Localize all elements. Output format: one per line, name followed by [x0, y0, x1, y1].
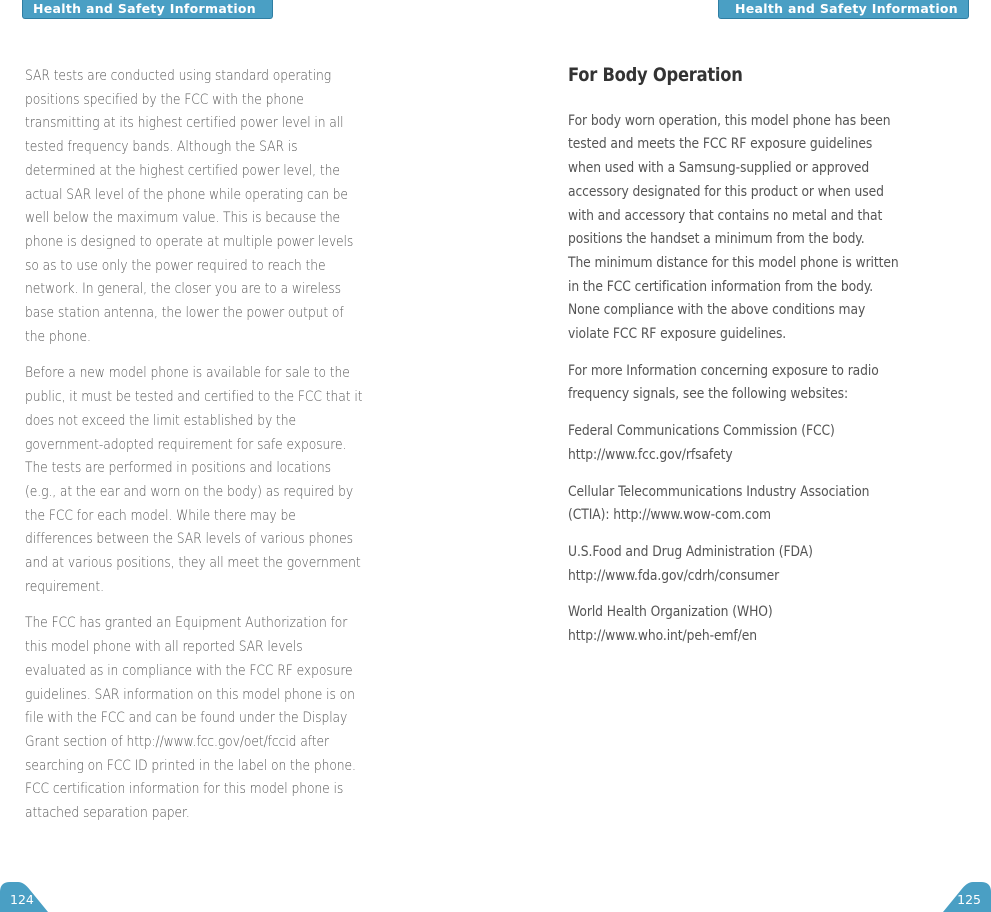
left-body-text	[25, 64, 470, 838]
left-header-tab: Health and Safety Information	[22, 0, 273, 19]
right-paragraph-ctia-link: Cellular Telecommunications Industry Association (CTIA): http://www.wow-com.com	[568, 482, 870, 524]
right-body-text	[568, 64, 978, 661]
right-page-number: 125	[957, 892, 981, 907]
left-page-number-badge	[0, 882, 48, 912]
right-paragraph-fda-link: U.S.Food and Drug Administration (FDA) http://www.fda.gov/cdrh/consumer	[568, 542, 813, 584]
left-paragraph-certification: Before a new model phone is available for sale to the public, it must be tested and certified to the FCC that it does not exceed the limit established by the government-adopted requirement for safe exposure. The tests are performed in positions and locations (e.g., at the ear and worn on the body) as required by the FCC for each model. While there may be differences between the SAR levels of various phones and at various positions, they all meet the government requirement.	[25, 364, 363, 595]
right-paragraph-more-information: For more Information concerning exposure to radio frequency signals, see the following websites:	[568, 361, 879, 403]
section-title-body-operation: For Body Operation	[568, 64, 743, 86]
left-paragraph-equipment-authorization: The FCC has granted an Equipment Authorization for this model phone with all reported SAR levels evaluated as in compliance with the FCC RF exposure guidelines. SAR information on this model phone is on file with the FCC and can be found under the Display Grant section of http://www.fcc.gov/oet/fccid after searching on FCC ID printed in the label on the phone. FCC certification information for this model phone is attached separation paper.	[25, 614, 356, 822]
right-header-tab: Health and Safety Information	[718, 0, 969, 19]
left-page-number: 124	[10, 892, 34, 907]
right-page-number-badge	[943, 882, 991, 912]
right-paragraph-who-link: World Health Organization (WHO) http://www.who.int/peh-emf/en	[568, 603, 773, 645]
left-paragraph-sar-tests: SAR tests are conducted using standard operating positions specified by the FCC with the phone transmitting at its highest certified power level in all tested frequency bands. Although the SAR is determined at the highest certified power level, the actual SAR level of the phone while operating can be well below the maximum value. This is because the phone is designed to operate at multiple power levels so as to use only the power required to reach the network. In general, the closer you are to a wireless base station antenna, the lower the power output of the phone.	[25, 67, 354, 345]
right-page	[496, 0, 991, 912]
right-paragraph-fcc-link: Federal Communications Commission (FCC) http://www.fcc.gov/rfsafety	[568, 422, 835, 463]
right-paragraph-body-worn: For body worn operation, this model phone has been tested and meets the FCC RF exposure guidelines when used with a Samsung-supplied or approved accessory designated for this product or when used with and accessory that contains no metal and that positions the handset a minimum from the body. The minimum distance for this model phone is written in the FCC certification information from the body. None compliance with the above conditions may violate FCC RF exposure guidelines.	[568, 111, 899, 343]
left-page	[0, 0, 495, 912]
